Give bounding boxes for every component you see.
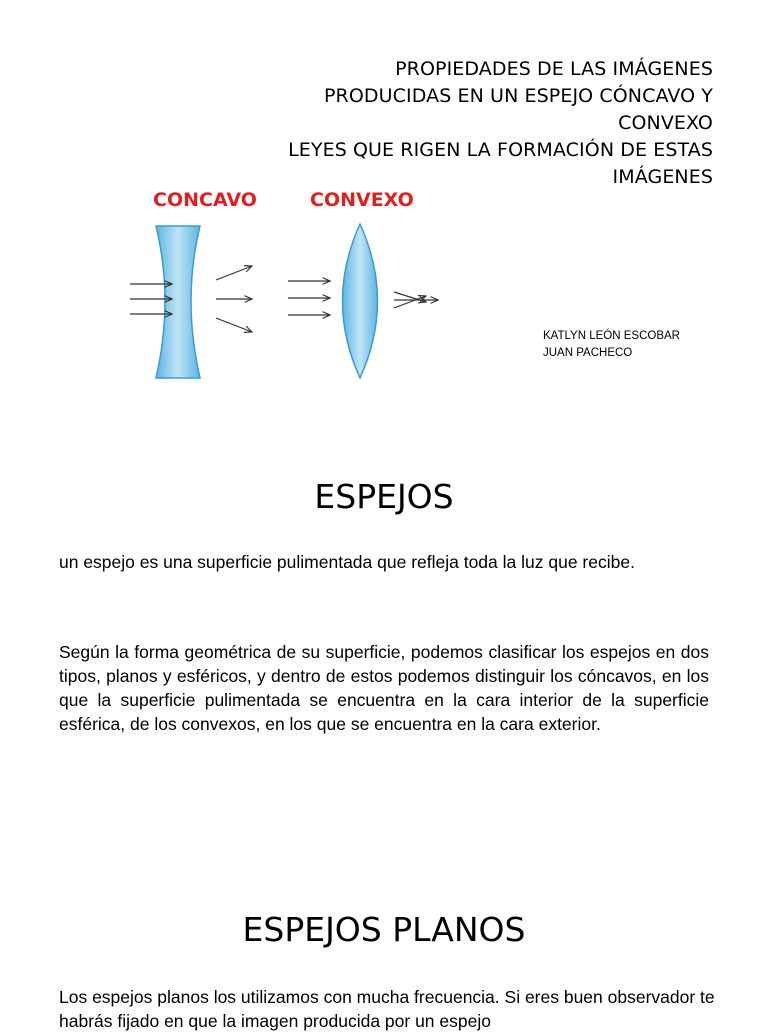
concave-lens-shape	[156, 226, 200, 378]
paragraph: Los espejos planos los utilizamos con mucha frecuencia. Si eres buen observador te habrás fijado en que la imagen producida por un espejo	[59, 987, 715, 1031]
concave-label: CONCAVO	[153, 189, 257, 211]
title-line: IMÁGENES	[612, 166, 713, 188]
convex-label: CONVEXO	[310, 189, 414, 211]
paragraph: Según la forma geométrica de su superficie, podemos clasificar los espejos en dos tipos, planos y esféricos, y dentro de estos podemos distinguir los cóncavos, en los que la superficie pulimentada se encuentra en la cara interior de la superficie esférica, de los convexos, en los que se encuentra en la cara exterior.	[59, 642, 709, 734]
concave-diverging-rays	[216, 266, 252, 332]
convex-incoming-rays	[288, 281, 330, 315]
section-heading-espejos: ESPEJOS	[314, 477, 454, 516]
paragraph: un espejo es una superficie pulimentada que refleja toda la luz que recibe.	[59, 552, 635, 572]
convex-converging-rays	[394, 292, 438, 308]
lens-illustration	[120, 180, 460, 390]
section-heading-espejos-planos: ESPEJOS PLANOS	[242, 910, 526, 949]
title-line: LEYES QUE RIGEN LA FORMACIÓN DE ESTAS	[288, 139, 713, 161]
document-title	[113, 56, 713, 191]
title-line: PRODUCIDAS EN UN ESPEJO CÓNCAVO Y	[323, 85, 713, 107]
author-list	[543, 328, 680, 362]
author-name: JUAN PACHECO	[543, 347, 633, 359]
title-line: PROPIEDADES DE LAS IMÁGENES	[395, 58, 713, 80]
convex-lens-shape	[343, 224, 378, 378]
author-name: KATLYN LEÓN ESCOBAR	[543, 330, 680, 342]
title-line: CONVEXO	[618, 112, 713, 134]
